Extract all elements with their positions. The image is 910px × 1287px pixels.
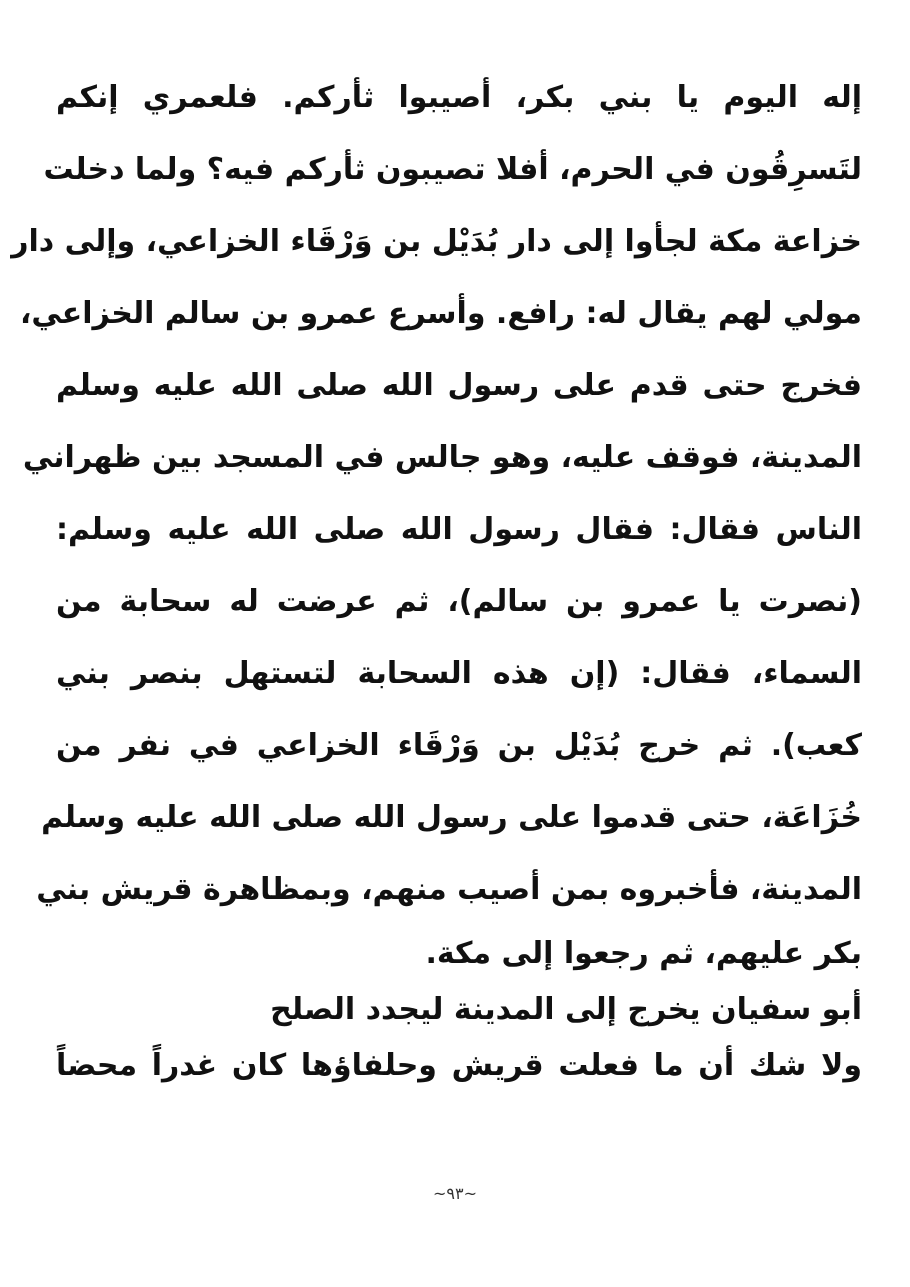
text-line: خُزَاعَة، حتى قدموا على رسول الله صلى الله عليه وسلم <box>41 800 862 835</box>
text-line-paragraph-end: بكر عليهم، ثم رجعوا إلى مكة. <box>425 936 862 971</box>
text-line: (نصرت يا عمرو بن سالم)، ثم عرضت له سحابة من <box>56 584 862 619</box>
text-line: لتَسرِقُون في الحرم، أفلا تصيبون ثأركم فيه؟ ولما دخلت <box>43 152 862 187</box>
text-line: خزاعة مكة لجأوا إلى دار بُدَيْل بن وَرْقَاء الخزاعي، وإلى دار <box>11 224 862 259</box>
text-line: المدينة، فأخبروه بمن أصيب منهم، وبمظاهرة قريش بني <box>36 872 862 907</box>
text-line: مولي لهم يقال له: رافع. وأسرع عمرو بن سالم الخزاعي، <box>20 296 862 331</box>
text-line: السماء، فقال: (إن هذه السحابة لتستهل بنصر بني <box>56 656 862 691</box>
text-line: كعب). ثم خرج بُدَيْل بن وَرْقَاء الخزاعي في نفر من <box>56 728 862 763</box>
page-number: ~٩٣~ <box>433 1184 477 1203</box>
body-text <box>11 62 862 1094</box>
text-line: ولا شك أن ما فعلت قريش وحلفاؤها كان غدراً محضاً <box>56 1048 862 1083</box>
section-heading: أبو سفيان يخرج إلى المدينة ليجدد الصلح <box>270 992 862 1027</box>
text-line: فخرج حتى قدم على رسول الله صلى الله عليه وسلم <box>56 368 862 403</box>
text-line: إله اليوم يا بني بكر، أصيبوا ثأركم. فلعمري إنكم <box>56 80 862 115</box>
text-line: المدينة، فوقف عليه، وهو جالس في المسجد بين ظهراني <box>22 440 862 475</box>
text-line: الناس فقال: فقال رسول الله صلى الله عليه وسلم: <box>56 512 862 547</box>
